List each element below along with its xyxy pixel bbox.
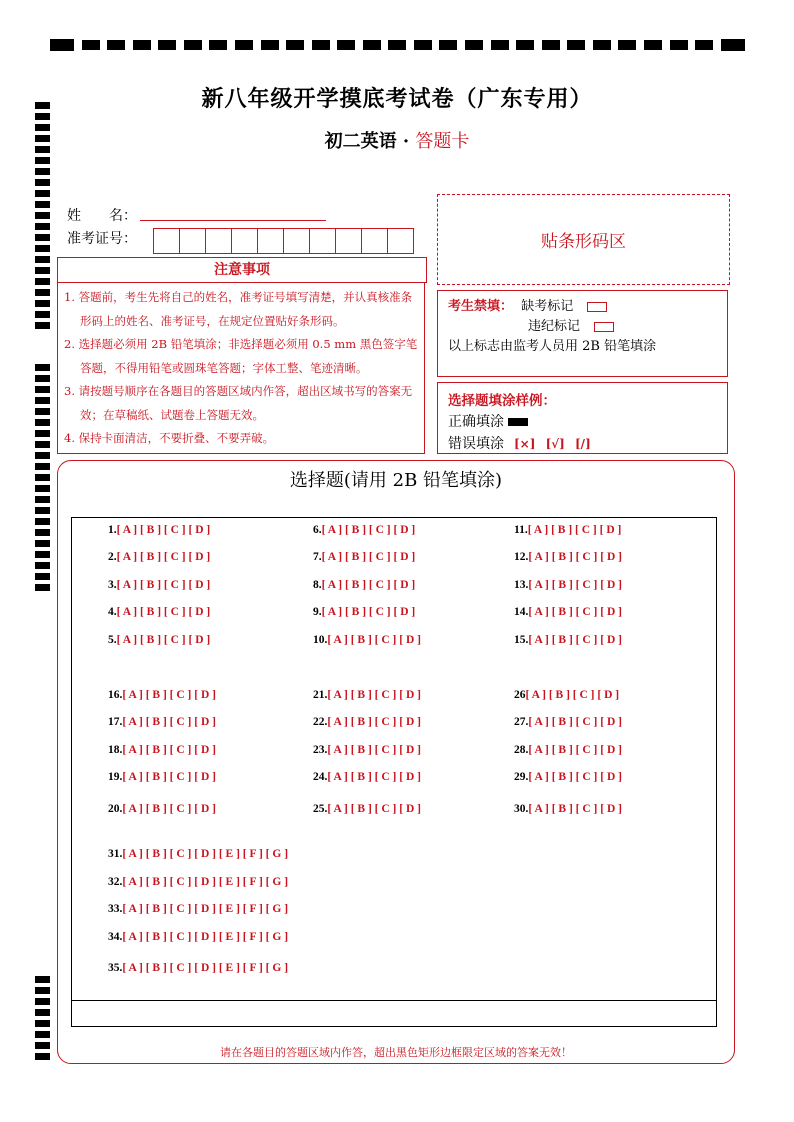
question-number: 9. [313, 606, 322, 618]
question-number: 30. [514, 803, 529, 815]
note-item: 3. 请按题号顺序在各题目的答题区域内作答，超出区域书写的答案无效；在草稿纸、试题卷上答题无效。 [64, 384, 413, 422]
name-label: 姓 名： [67, 208, 137, 224]
violation-checkbox[interactable] [594, 322, 614, 332]
question-number: 33. [108, 903, 123, 915]
question-25[interactable] [313, 803, 421, 815]
page-subtitle [0, 127, 794, 153]
note-item: 1. 答题前，考生先将自己的姓名，准考证号填写清楚，并认真核准条形码上的姓名、准考证号，在规定位置贴好条形码。 [64, 290, 413, 328]
question-number: 11. [514, 524, 528, 536]
answer-options[interactable]: [ A ] [ B ] [ C ] [ D ] [ E ] [ F ] [ G ] [122, 962, 289, 974]
left-timing-marks-lower [35, 976, 51, 1064]
question-7[interactable] [313, 551, 415, 563]
fill-sample-box [437, 382, 728, 454]
question-number: 10. [313, 634, 328, 646]
answer-options[interactable]: [ A ] [ B ] [ C ] [ D ] [528, 606, 622, 618]
answer-options[interactable]: [ A ] [ B ] [ C ] [ D ] [116, 634, 211, 646]
question-14[interactable] [514, 606, 622, 618]
question-number: 21. [313, 689, 328, 701]
question-number: 34. [108, 931, 123, 943]
question-11[interactable] [514, 524, 621, 536]
question-number: 14. [514, 606, 529, 618]
answer-options[interactable]: [ A ] [ B ] [ C ] [ D ] [528, 771, 622, 783]
exam-id-label: 准考证号： [67, 231, 137, 247]
question-3[interactable] [108, 579, 210, 591]
subtitle-answer-sheet: 答题卡 [415, 131, 470, 152]
question-number: 29. [514, 771, 529, 783]
top-timing-marks [50, 38, 745, 52]
question-26[interactable] [514, 689, 619, 701]
answer-options[interactable]: [ A ] [ B ] [ C ] [ D ] [321, 524, 416, 536]
exam-id-boxes[interactable] [153, 228, 414, 254]
left-timing-marks-middle [35, 364, 51, 595]
question-number: 7. [313, 551, 322, 563]
answer-options[interactable]: [ A ] [ B ] [ C ] [ D ] [327, 689, 421, 701]
answer-options[interactable]: [ A ] [ B ] [ C ] [ D ] [116, 524, 211, 536]
question-number: 20. [108, 803, 123, 815]
answer-options[interactable]: [ A ] [ B ] [ C ] [ D ] [327, 716, 421, 728]
barcode-label: 贴条形码区 [541, 232, 626, 252]
question-34[interactable] [108, 931, 288, 943]
question-number: 24. [313, 771, 328, 783]
question-27[interactable] [514, 716, 622, 728]
question-29[interactable] [514, 771, 622, 783]
question-28[interactable] [514, 744, 622, 756]
answer-options[interactable]: [ A ] [ B ] [ C ] [ D ] [122, 771, 216, 783]
section-title: 选择题(请用 2B 铅笔填涂) [289, 470, 503, 491]
answer-options[interactable]: [ A ] [ B ] [ C ] [ D ] [327, 771, 421, 783]
answer-area-divider [71, 1000, 717, 1001]
violation-label: 违纪标记 [528, 319, 581, 334]
question-5[interactable] [108, 634, 210, 646]
question-12[interactable] [514, 551, 622, 563]
answer-options[interactable]: [ A ] [ B ] [ C ] [ D ] [116, 551, 211, 563]
answer-options[interactable]: [ A ] [ B ] [ C ] [ D ] [525, 689, 620, 701]
question-19[interactable] [108, 771, 216, 783]
notes-box [57, 282, 425, 454]
question-number: 19. [108, 771, 123, 783]
wrong-fill-marks: [×] [√] [/] [514, 437, 591, 451]
answer-options[interactable]: [ A ] [ B ] [ C ] [ D ] [528, 551, 622, 563]
question-33[interactable] [108, 903, 288, 915]
page-title: 新八年级开学摸底考试卷（广东专用） [201, 86, 593, 112]
barcode-area [437, 194, 730, 285]
question-number: 32. [108, 876, 123, 888]
answer-options[interactable]: [ A ] [ B ] [ C ] [ D ] [ E ] [ F ] [ G ] [122, 931, 289, 943]
answer-options[interactable]: [ A ] [ B ] [ C ] [ D ] [122, 689, 216, 701]
answer-options[interactable]: [ A ] [ B ] [ C ] [ D ] [528, 744, 622, 756]
answer-options[interactable]: [ A ] [ B ] [ C ] [ D ] [122, 803, 216, 815]
note-item: 2. 选择题必须用 2B 铅笔填涂；非选择题必须用 0.5 mm 黑色签字笔答题，不得用铅笔或圆珠笔答题；字体工整、笔迹清晰。 [64, 337, 418, 375]
question-4[interactable] [108, 606, 210, 618]
question-number: 28. [514, 744, 529, 756]
name-field[interactable] [140, 220, 326, 221]
absent-checkbox[interactable] [587, 302, 607, 312]
question-6[interactable] [313, 524, 415, 536]
examiner-only-box [437, 290, 728, 377]
question-17[interactable] [108, 716, 216, 728]
question-number: 15. [514, 634, 529, 646]
answer-options[interactable]: [ A ] [ B ] [ C ] [ D ] [116, 606, 211, 618]
question-number: 13. [514, 579, 529, 591]
answer-options[interactable]: [ A ] [ B ] [ C ] [ D ] [321, 606, 416, 618]
answer-options[interactable]: [ A ] [ B ] [ C ] [ D ] [528, 579, 622, 591]
question-24[interactable] [313, 771, 421, 783]
question-21[interactable] [313, 689, 421, 701]
question-number: 8. [313, 579, 322, 591]
question-number: 6. [313, 524, 322, 536]
correct-fill-label: 正确填涂 [448, 414, 504, 430]
subtitle-subject: 初二英语 · [324, 131, 416, 152]
question-23[interactable] [313, 744, 421, 756]
wrong-fill-label: 错误填涂 [448, 436, 504, 452]
question-32[interactable] [108, 876, 288, 888]
answer-options[interactable]: [ A ] [ B ] [ C ] [ D ] [ E ] [ F ] [ G ] [122, 876, 289, 888]
question-number: 5. [108, 634, 117, 646]
answer-options[interactable]: [ A ] [ B ] [ C ] [ D ] [321, 579, 416, 591]
note-item: 4. 保持卡面清洁，不要折叠、不要弄破。 [64, 431, 275, 445]
question-number: 26 [514, 689, 526, 701]
answer-options[interactable]: [ A ] [ B ] [ C ] [ D ] [327, 803, 421, 815]
answer-options[interactable]: [ A ] [ B ] [ C ] [ D ] [ E ] [ F ] [ G ] [122, 848, 289, 860]
question-22[interactable] [313, 716, 421, 728]
question-15[interactable] [514, 634, 622, 646]
answer-options[interactable]: [ A ] [ B ] [ C ] [ D ] [327, 634, 421, 646]
question-20[interactable] [108, 803, 216, 815]
answer-options[interactable]: [ A ] [ B ] [ C ] [ D ] [ E ] [ F ] [ G ] [122, 903, 289, 915]
boundary-warning: 请在各题目的答题区域内作答，超出黑色矩形边框限定区域的答案无效！ [220, 1046, 572, 1059]
question-number: 23. [313, 744, 328, 756]
question-9[interactable] [313, 606, 415, 618]
answer-options[interactable]: [ A ] [ B ] [ C ] [ D ] [327, 744, 421, 756]
question-number: 4. [108, 606, 117, 618]
question-number: 31. [108, 848, 123, 860]
question-2[interactable] [108, 551, 210, 563]
question-number: 18. [108, 744, 123, 756]
question-number: 2. [108, 551, 117, 563]
correct-fill-mark [508, 418, 528, 426]
question-number: 17. [108, 716, 123, 728]
answer-options[interactable]: [ A ] [ B ] [ C ] [ D ] [321, 551, 416, 563]
question-13[interactable] [514, 579, 622, 591]
answer-options[interactable]: [ A ] [ B ] [ C ] [ D ] [528, 716, 622, 728]
answer-options[interactable]: [ A ] [ B ] [ C ] [ D ] [122, 716, 216, 728]
question-number: 25. [313, 803, 328, 815]
notes-heading: 注意事项 [57, 257, 427, 283]
question-number: 12. [514, 551, 529, 563]
answer-options[interactable]: [ A ] [ B ] [ C ] [ D ] [528, 803, 622, 815]
answer-options[interactable]: [ A ] [ B ] [ C ] [ D ] [527, 524, 622, 536]
answer-options[interactable]: [ A ] [ B ] [ C ] [ D ] [116, 579, 211, 591]
question-35[interactable] [108, 962, 288, 974]
question-number: 1. [108, 524, 117, 536]
question-number: 27. [514, 716, 529, 728]
question-16[interactable] [108, 689, 216, 701]
forbid-note: 以上标志由监考人员用 2B 铅笔填涂 [448, 339, 657, 354]
question-8[interactable] [313, 579, 415, 591]
question-number: 3. [108, 579, 117, 591]
sample-heading: 选择题填涂样例： [448, 393, 556, 409]
question-10[interactable] [313, 634, 421, 646]
question-31[interactable] [108, 848, 288, 860]
question-1[interactable] [108, 524, 210, 536]
question-number: 22. [313, 716, 328, 728]
question-18[interactable] [108, 744, 216, 756]
forbid-heading: 考生禁填： [448, 299, 514, 314]
answer-options[interactable]: [ A ] [ B ] [ C ] [ D ] [122, 744, 216, 756]
absent-label: 缺考标记 [521, 299, 574, 314]
question-number: 16. [108, 689, 123, 701]
question-number: 35. [108, 962, 123, 974]
question-30[interactable] [514, 803, 622, 815]
answer-options[interactable]: [ A ] [ B ] [ C ] [ D ] [528, 634, 622, 646]
